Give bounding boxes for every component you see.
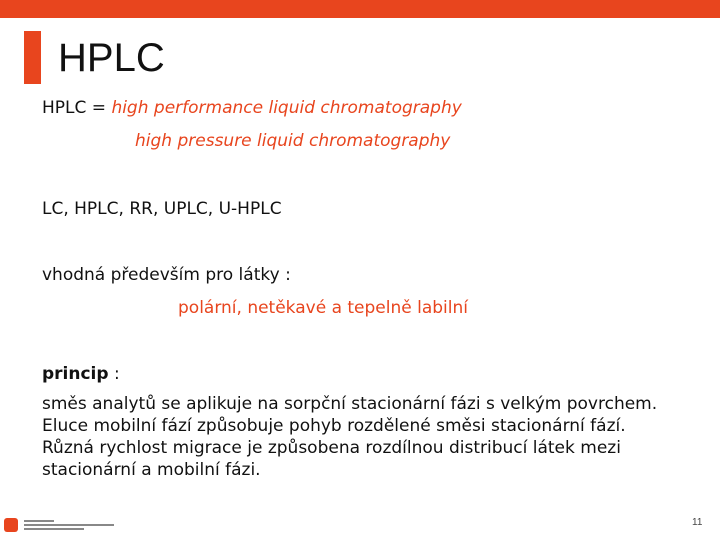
- principle-label: princip: [42, 364, 109, 384]
- suitable-value: polární, netěkavé a tepelně labilní: [178, 298, 469, 318]
- definition-line-1: [42, 97, 462, 119]
- principle-text: směs analytů se aplikuje na sorpční stacionární fázi s velkým povrchem. Eluce mobilní fází způsobuje pohyb rozdělené směsi stacionární fází. Různá rychlost migrace je způsobena rozdílnou distribucí látek mezi stacionární a mobilní fázi.: [42, 394, 658, 480]
- slide-title: HPLC: [58, 36, 165, 80]
- principle-heading: [42, 363, 120, 385]
- variants-line: LC, HPLC, RR, UPLC, U-HPLC: [42, 199, 282, 219]
- definition-term-1: high performance liquid chromatography: [111, 98, 462, 118]
- top-accent-bar: [0, 0, 720, 18]
- page-number: 11: [692, 517, 703, 528]
- institution-logo: [4, 518, 124, 534]
- logo-text-lines: [24, 520, 114, 532]
- principle-separator: :: [108, 364, 120, 384]
- suitable-label: vhodná především pro látky :: [42, 265, 291, 285]
- definition-prefix: HPLC =: [42, 98, 112, 118]
- definition-term-2: high pressure liquid chromatography: [135, 131, 451, 151]
- title-accent-bar: [24, 31, 41, 84]
- drop-icon: [4, 518, 18, 532]
